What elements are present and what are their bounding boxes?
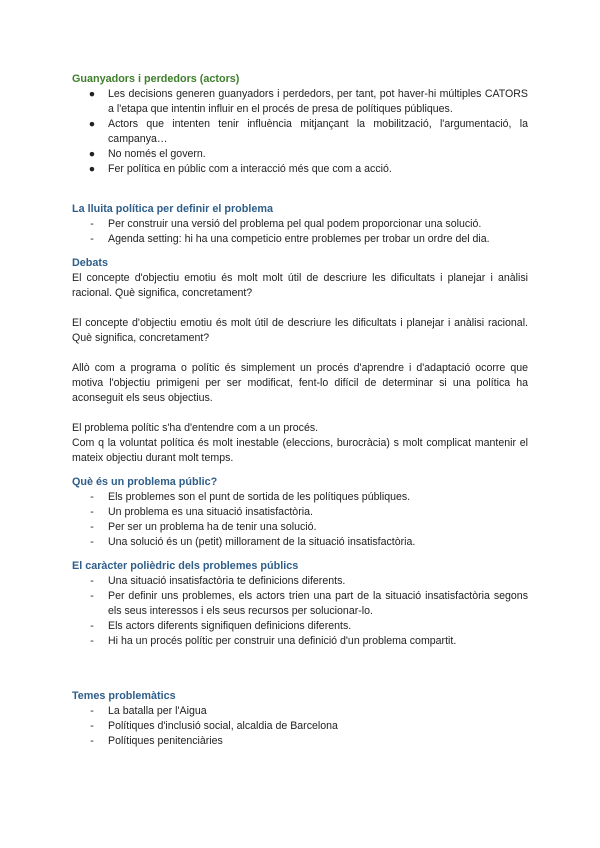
dash-marker: -	[90, 491, 94, 503]
list-item-text: Fer política en públic com a interacció més que com a acció.	[108, 163, 392, 175]
dash-list	[72, 704, 528, 749]
dash-marker: -	[90, 506, 94, 518]
section-debats	[72, 256, 528, 466]
paragraph: El concepte d'objectiu emotiu és molt molt útil de descriure les dificultats i planejar i anàlisi racional. Què significa, concretament?	[72, 272, 528, 299]
list-item	[72, 147, 528, 162]
list-item-text: Per ser un problema ha de tenir una solució.	[108, 521, 317, 533]
section-caracter-poliedric	[72, 559, 528, 649]
list-item-text: Un problema es una situació insatisfactòria.	[108, 506, 313, 518]
dash-marker: -	[90, 590, 94, 602]
paragraph-line: El problema polític s'ha d'entendre com a un procés.	[72, 422, 319, 434]
list-item-text: Polítiques penitenciàries	[108, 735, 223, 747]
section-lluita-politica	[72, 202, 528, 247]
dash-marker: -	[90, 233, 94, 245]
list-item	[72, 162, 528, 177]
list-item-text: La batalla per l'Aigua	[108, 705, 207, 717]
list-item-text: Per construir una versió del problema pel qual podem proporcionar una solució.	[108, 218, 482, 230]
section-heading: Temes problemàtics	[72, 690, 176, 702]
dash-marker: -	[90, 735, 94, 747]
list-item	[72, 490, 528, 505]
list-item-text: Agenda setting: hi ha una competicio entre problemes per trobar un ordre del dia.	[108, 233, 490, 245]
list-item	[72, 734, 528, 749]
list-item	[72, 217, 528, 232]
section-heading: Debats	[72, 257, 109, 269]
paragraph: El concepte d'objectiu emotiu és molt útil de descriure les dificultats i planejar i anàlisi racional. Què significa, concretament?	[72, 317, 528, 344]
list-item-text: Hi ha un procés polític per construir una definició d'un problema compartit.	[108, 635, 457, 647]
dash-marker: -	[90, 575, 94, 587]
list-item	[72, 719, 528, 734]
section-heading: El caràcter polièdric dels problemes públics	[72, 560, 299, 572]
list-item	[72, 87, 528, 117]
list-item	[72, 589, 528, 619]
dash-marker: -	[90, 635, 94, 647]
section-problema-public	[72, 475, 528, 550]
bullet-marker: ●	[88, 148, 96, 160]
paragraph: Com q la voluntat política és molt inestable (eleccions, burocràcia) s molt complicat mantenir el mateix objectiu durant molt temps.	[72, 437, 528, 464]
list-item	[72, 117, 528, 147]
list-item	[72, 520, 528, 535]
list-item	[72, 505, 528, 520]
list-item-text: Els actors diferents signifiquen definicions diferents.	[108, 620, 352, 632]
bullet-marker: ●	[88, 88, 96, 100]
list-item	[72, 232, 528, 247]
list-item-text: Una situació insatisfactòria te definicions diferents.	[108, 575, 346, 587]
dash-list	[72, 490, 528, 550]
bullet-marker: ●	[88, 118, 96, 130]
list-item-text: Una solució és un (petit) millorament de la situació insatisfactòria.	[108, 536, 416, 548]
bullet-marker: ●	[88, 163, 96, 175]
dash-marker: -	[90, 705, 94, 717]
paragraph: Allò com a programa o polític és simplement un procés d'aprendre i d'adaptació ocorre que motiva l'objectiu primigeni per ser modificat, fent-lo difícil de determinar si una política ha aconseguit els seus objectius.	[72, 362, 528, 404]
list-item-text: No només el govern.	[108, 148, 206, 160]
list-item	[72, 619, 528, 634]
dash-marker: -	[90, 620, 94, 632]
list-item-text: Les decisions generen guanyadors i perdedors, per tant, pot haver-hi múltiples CATORS a l'etapa que intentin influir en el procés de presa de polítiques públiques.	[108, 88, 528, 115]
section-temes-problematics	[72, 689, 528, 749]
dash-list	[72, 574, 528, 649]
list-item-text: Els problemes son el punt de sortida de les polítiques públiques.	[108, 491, 411, 503]
dash-marker: -	[90, 536, 94, 548]
dash-marker: -	[90, 521, 94, 533]
section-heading: Guanyadors i perdedors (actors)	[72, 73, 240, 85]
section-heading: La lluita política per definir el problema	[72, 203, 273, 215]
list-item	[72, 574, 528, 589]
bullet-list	[72, 87, 528, 177]
list-item	[72, 704, 528, 719]
list-item	[72, 634, 528, 649]
section-heading: Què és un problema públic?	[72, 476, 218, 488]
dash-marker: -	[90, 720, 94, 732]
list-item-text: Polítiques d'inclusió social, alcaldia de Barcelona	[108, 720, 338, 732]
dash-marker: -	[90, 218, 94, 230]
list-item	[72, 535, 528, 550]
list-item-text: Actors que intenten tenir influència mitjançant la mobilització, l'argumentació, la campanya…	[108, 118, 528, 145]
dash-list	[72, 217, 528, 247]
list-item-text: Per definir uns problemes, els actors trien una part de la situació insatisfactòria segons els seus interessos i els seus recursos per solucionar-lo.	[108, 590, 528, 617]
section-guanyadors	[72, 72, 528, 177]
